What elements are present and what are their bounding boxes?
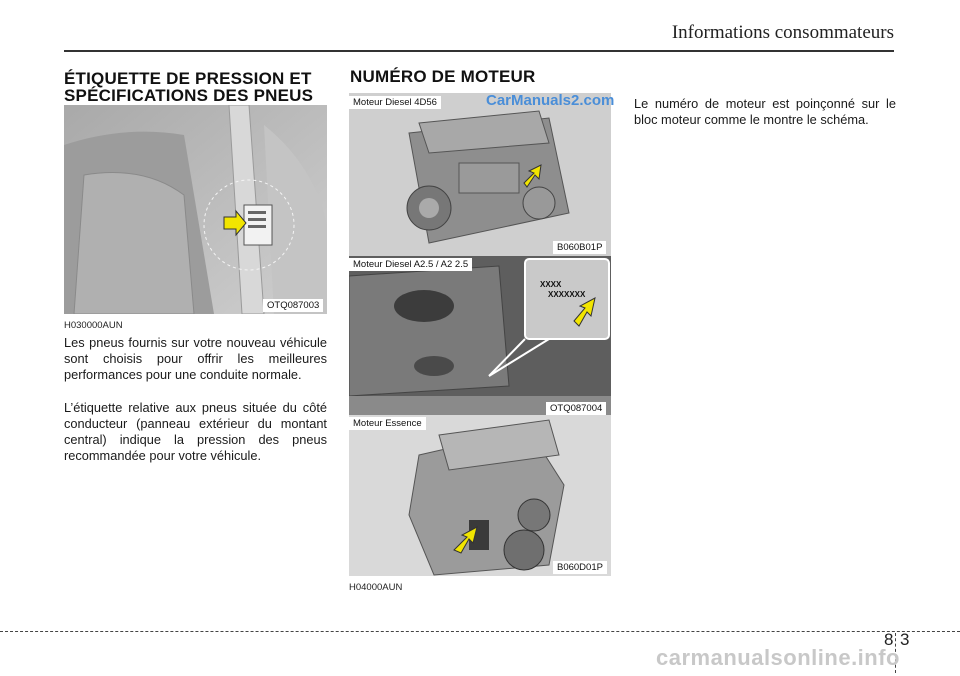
fig3-code: B060D01P — [553, 561, 607, 574]
tire-section-heading-line1: ÉTIQUETTE DE PRESSION ET — [64, 69, 312, 88]
fig1-code: B060B01P — [553, 241, 606, 254]
engine-4d56-illustration — [349, 93, 611, 256]
tire-paragraph-1: Les pneus fournis sur votre nouveau véhicule sont choisis pour offrir les meilleures performances pour une conduite normale. — [64, 335, 327, 382]
engine-ref-code: H04000AUN — [349, 582, 403, 593]
fig2-code: OTQ087004 — [546, 402, 606, 415]
tire-section-heading-line2: SPÉCIFICATIONS DES PNEUS — [64, 86, 314, 105]
engine-a25-illustration — [349, 256, 611, 415]
footer-dashed-rule — [0, 631, 960, 632]
page-section-number: 8 — [884, 630, 894, 649]
watermark-top: CarManuals2.com — [486, 92, 615, 109]
page-number: 3 — [900, 630, 910, 649]
petrol-engine-image — [349, 415, 611, 576]
diesel-4d56-engine-image — [349, 93, 611, 256]
engine-stamp-line2: XXXXXXX — [548, 290, 586, 299]
tire-image-code: OTQ087003 — [263, 299, 323, 312]
engine-number-paragraph: Le numéro de moteur est poinçonné sur le bloc moteur comme le montre le schéma. — [634, 96, 896, 127]
header-rule — [64, 50, 894, 52]
tire-paragraph-2: L’étiquette relative aux pneus située du côté conducteur (panneau extérieur du montant central) indique la pression des pneus recommandée pour votre véhicule. — [64, 400, 327, 463]
engine-number-heading: NUMÉRO DE MOTEUR — [350, 67, 536, 86]
fig1-label: Moteur Diesel 4D56 — [349, 96, 441, 109]
fig3-label: Moteur Essence — [349, 417, 426, 430]
tire-ref-code: H030000AUN — [64, 320, 123, 331]
engine-essence-illustration — [349, 415, 611, 576]
door-pillar-tire-label-image — [64, 105, 327, 314]
fig2-label: Moteur Diesel A2.5 / A2 2.5 — [349, 258, 472, 271]
door-pillar-illustration — [64, 105, 327, 314]
engine-stamp-line1: XXXX — [540, 280, 562, 289]
watermark-bottom: carmanualsonline.info — [656, 645, 900, 670]
diesel-a25-engine-image — [349, 256, 611, 415]
running-header-title: Informations consommateurs — [671, 22, 894, 43]
